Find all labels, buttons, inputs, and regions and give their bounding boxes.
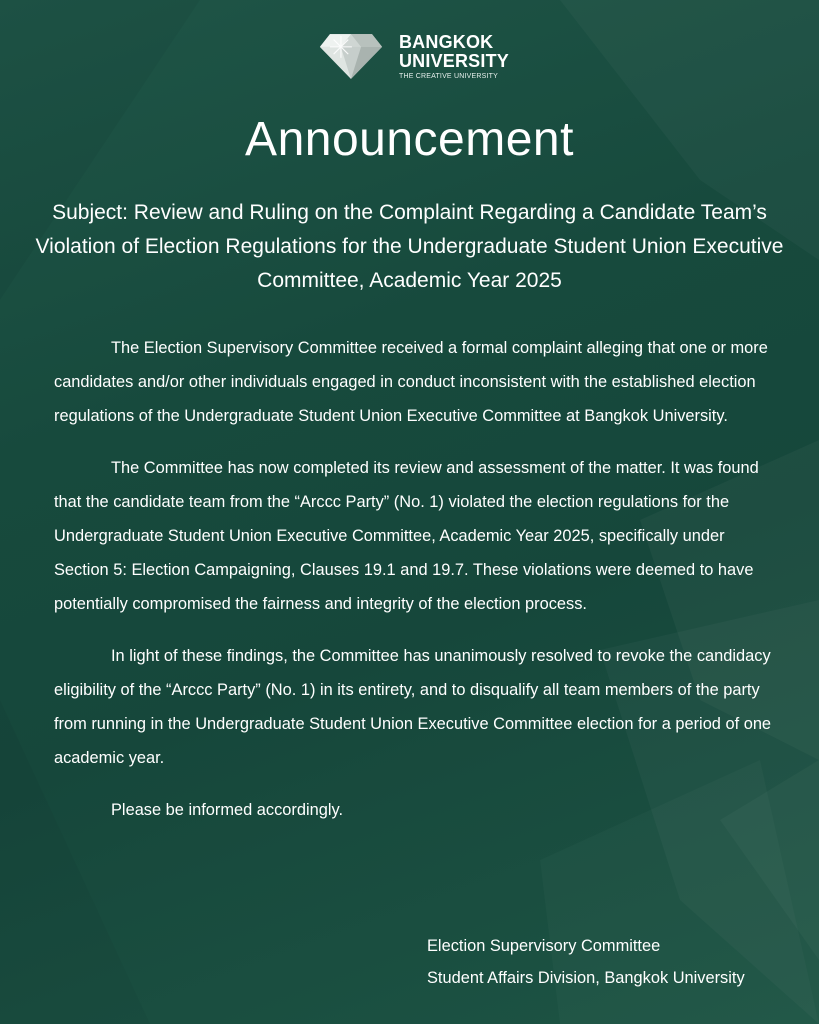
body-paragraph-2: The Committee has now completed its review and assessment of the matter. It was found that the candidate team from the “Arccc Party” (No. 1) violated the election regulations for the Undergraduate Student Union Executive Committee, Academic Year 2025, specifically under Section 5: Election Campaigning, Clauses 19.1 and 19.7. These violations were deemed to have potentially compromised the fairness and integrity of the election process. bbox=[54, 459, 759, 613]
signature-block bbox=[427, 930, 797, 994]
announcement-body bbox=[54, 331, 774, 827]
body-paragraph-1: The Election Supervisory Committee received a formal complaint alleging that one or more candidates and/or other individuals engaged in conduct inconsistent with the established election regulations of the Undergraduate Student Union Executive Committee at Bangkok University. bbox=[54, 339, 768, 425]
logo-wordmark bbox=[399, 33, 509, 80]
diamond-icon bbox=[319, 30, 383, 82]
body-paragraph-3: In light of these findings, the Committee has unanimously resolved to revoke the candidacy eligibility of the “Arccc Party” (No. 1) in its entirety, and to disqualify all team members of the party from running in the Undergraduate Student Union Executive Committee election for a period of one academic year. bbox=[54, 647, 772, 767]
logo-tagline: THE CREATIVE UNIVERSITY bbox=[398, 72, 498, 80]
logo-line2: UNIVERSITY bbox=[398, 50, 509, 71]
page-title: Announcement bbox=[245, 113, 574, 166]
subject-heading: Subject: Review and Ruling on the Complaint Regarding a Candidate Team’s Violation of Election Regulations for the Undergraduate Student Union Executive Committee, Academic Year 2025 bbox=[35, 201, 784, 292]
university-logo bbox=[319, 26, 509, 86]
signature-committee: Election Supervisory Committee bbox=[427, 937, 661, 955]
logo-line1: BANGKOK bbox=[398, 31, 494, 52]
closing-line: Please be informed accordingly. bbox=[111, 801, 344, 819]
signature-division: Student Affairs Division, Bangkok University bbox=[427, 969, 745, 987]
